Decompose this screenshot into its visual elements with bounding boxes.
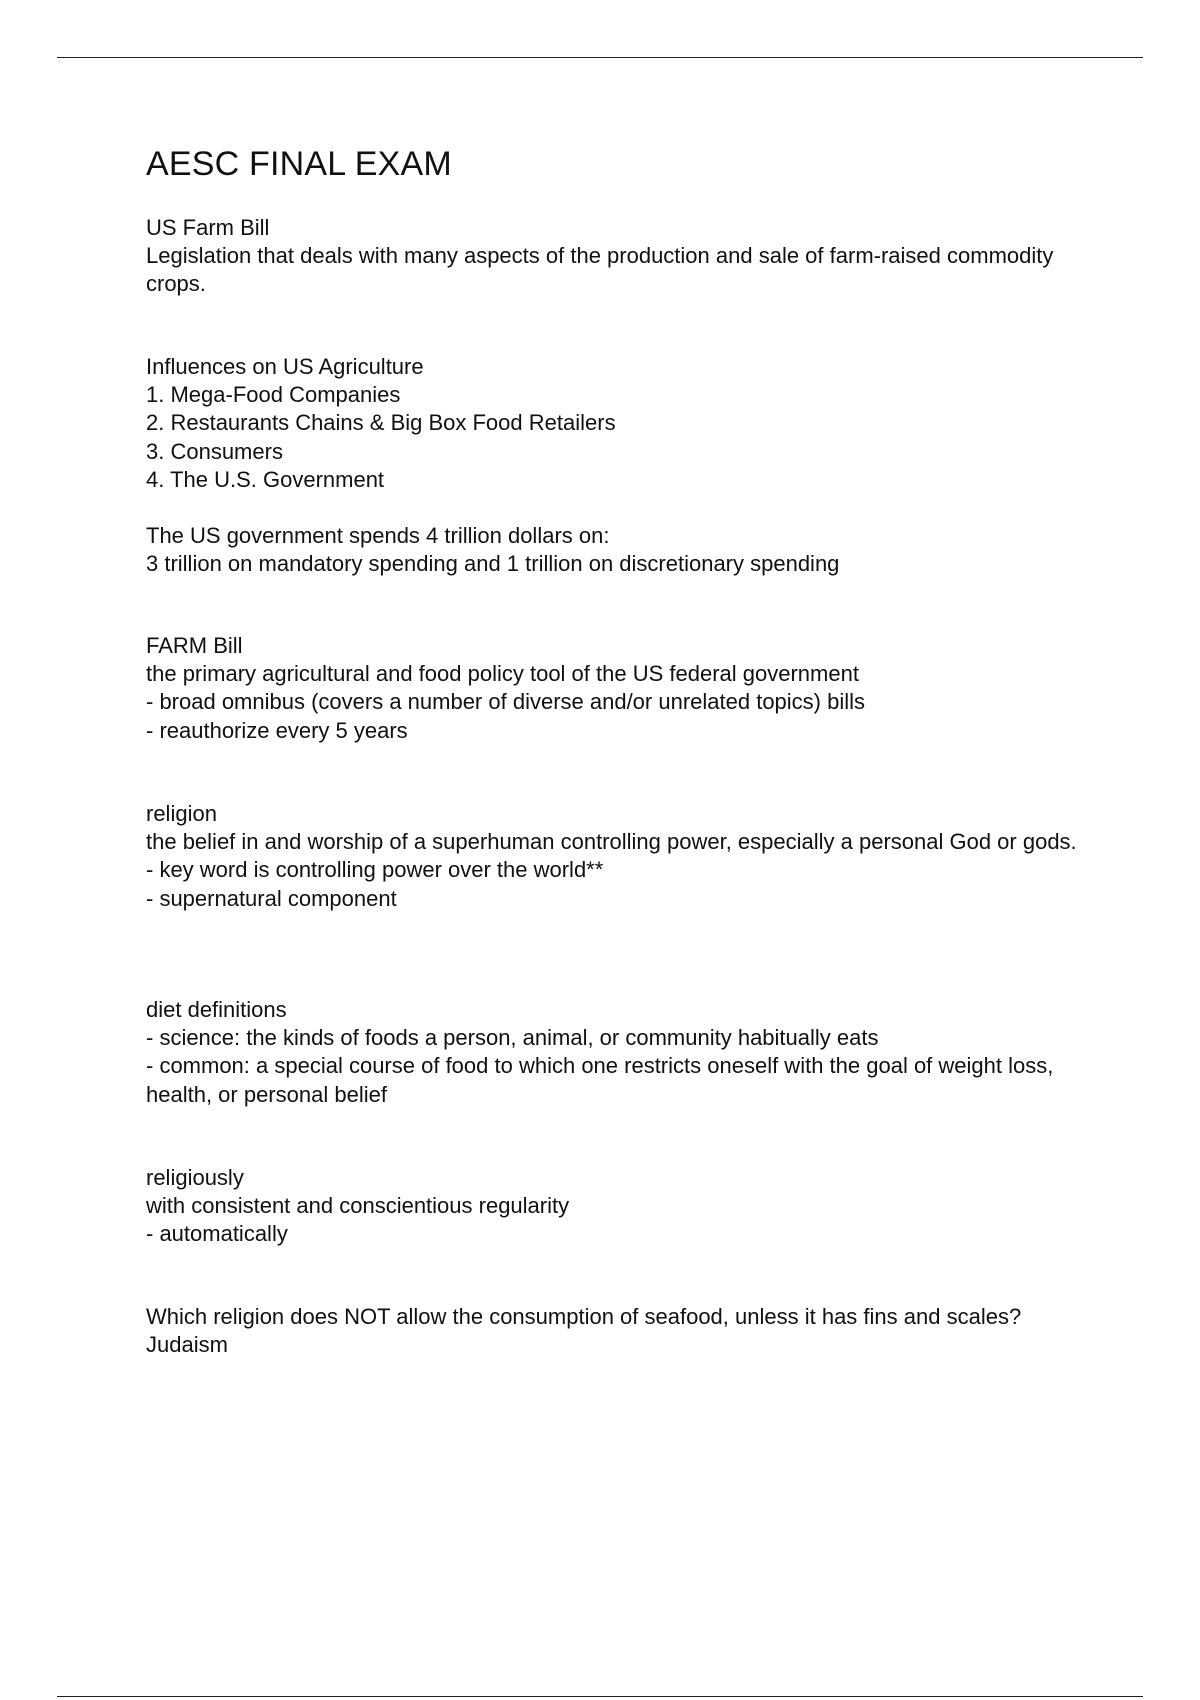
section-line: the belief in and worship of a superhuman controlling power, especially a personal God or gods. bbox=[146, 829, 1077, 855]
section-heading: The US government spends 4 trillion dollars on: bbox=[146, 523, 610, 548]
section-line: - reauthorize every 5 years bbox=[146, 717, 408, 743]
list-item: 4. The U.S. Government bbox=[146, 466, 385, 492]
top-rule bbox=[57, 57, 1143, 58]
section-line: with consistent and conscientious regularity bbox=[146, 1193, 570, 1219]
section-line: the primary agricultural and food policy tool of the US federal government bbox=[146, 661, 859, 687]
section-line: - broad omnibus (covers a number of diverse and/or unrelated topics) bills bbox=[146, 689, 866, 715]
answer-text: Judaism bbox=[146, 1332, 228, 1358]
section-heading: US Farm Bill bbox=[146, 215, 270, 240]
section-line: - supernatural component bbox=[146, 885, 397, 911]
section-diet-definitions bbox=[146, 996, 1106, 1109]
section-government-spending bbox=[146, 522, 1106, 578]
document-title: AESC FINAL EXAM bbox=[146, 145, 452, 183]
section-heading: diet definitions bbox=[146, 997, 287, 1022]
section-heading: FARM Bill bbox=[146, 633, 243, 658]
section-religion bbox=[146, 800, 1106, 913]
section-heading: religiously bbox=[146, 1165, 244, 1190]
section-seafood-question bbox=[146, 1303, 1106, 1359]
section-heading: religion bbox=[146, 801, 217, 826]
section-farm-bill bbox=[146, 632, 1106, 745]
bottom-rule bbox=[57, 1696, 1143, 1697]
section-line: - automatically bbox=[146, 1221, 288, 1247]
section-line: - key word is controlling power over the world** bbox=[146, 857, 604, 883]
section-influences bbox=[146, 353, 1106, 494]
section-line: Legislation that deals with many aspects of the production and sale of farm-raised commodity crops. bbox=[146, 243, 1060, 297]
section-religiously bbox=[146, 1164, 1106, 1249]
list-item: 2. Restaurants Chains & Big Box Food Retailers bbox=[146, 410, 616, 436]
section-heading: Influences on US Agriculture bbox=[146, 354, 424, 379]
list-item: 3. Consumers bbox=[146, 438, 283, 464]
question-text: Which religion does NOT allow the consumption of seafood, unless it has fins and scales? bbox=[146, 1304, 1022, 1329]
section-us-farm-bill bbox=[146, 214, 1106, 299]
section-line: 3 trillion on mandatory spending and 1 trillion on discretionary spending bbox=[146, 551, 840, 577]
section-line: - science: the kinds of foods a person, animal, or community habitually eats bbox=[146, 1025, 879, 1051]
section-line: - common: a special course of food to which one restricts oneself with the goal of weight loss, health, or personal belief bbox=[146, 1053, 1060, 1107]
list-item: 1. Mega-Food Companies bbox=[146, 382, 401, 408]
